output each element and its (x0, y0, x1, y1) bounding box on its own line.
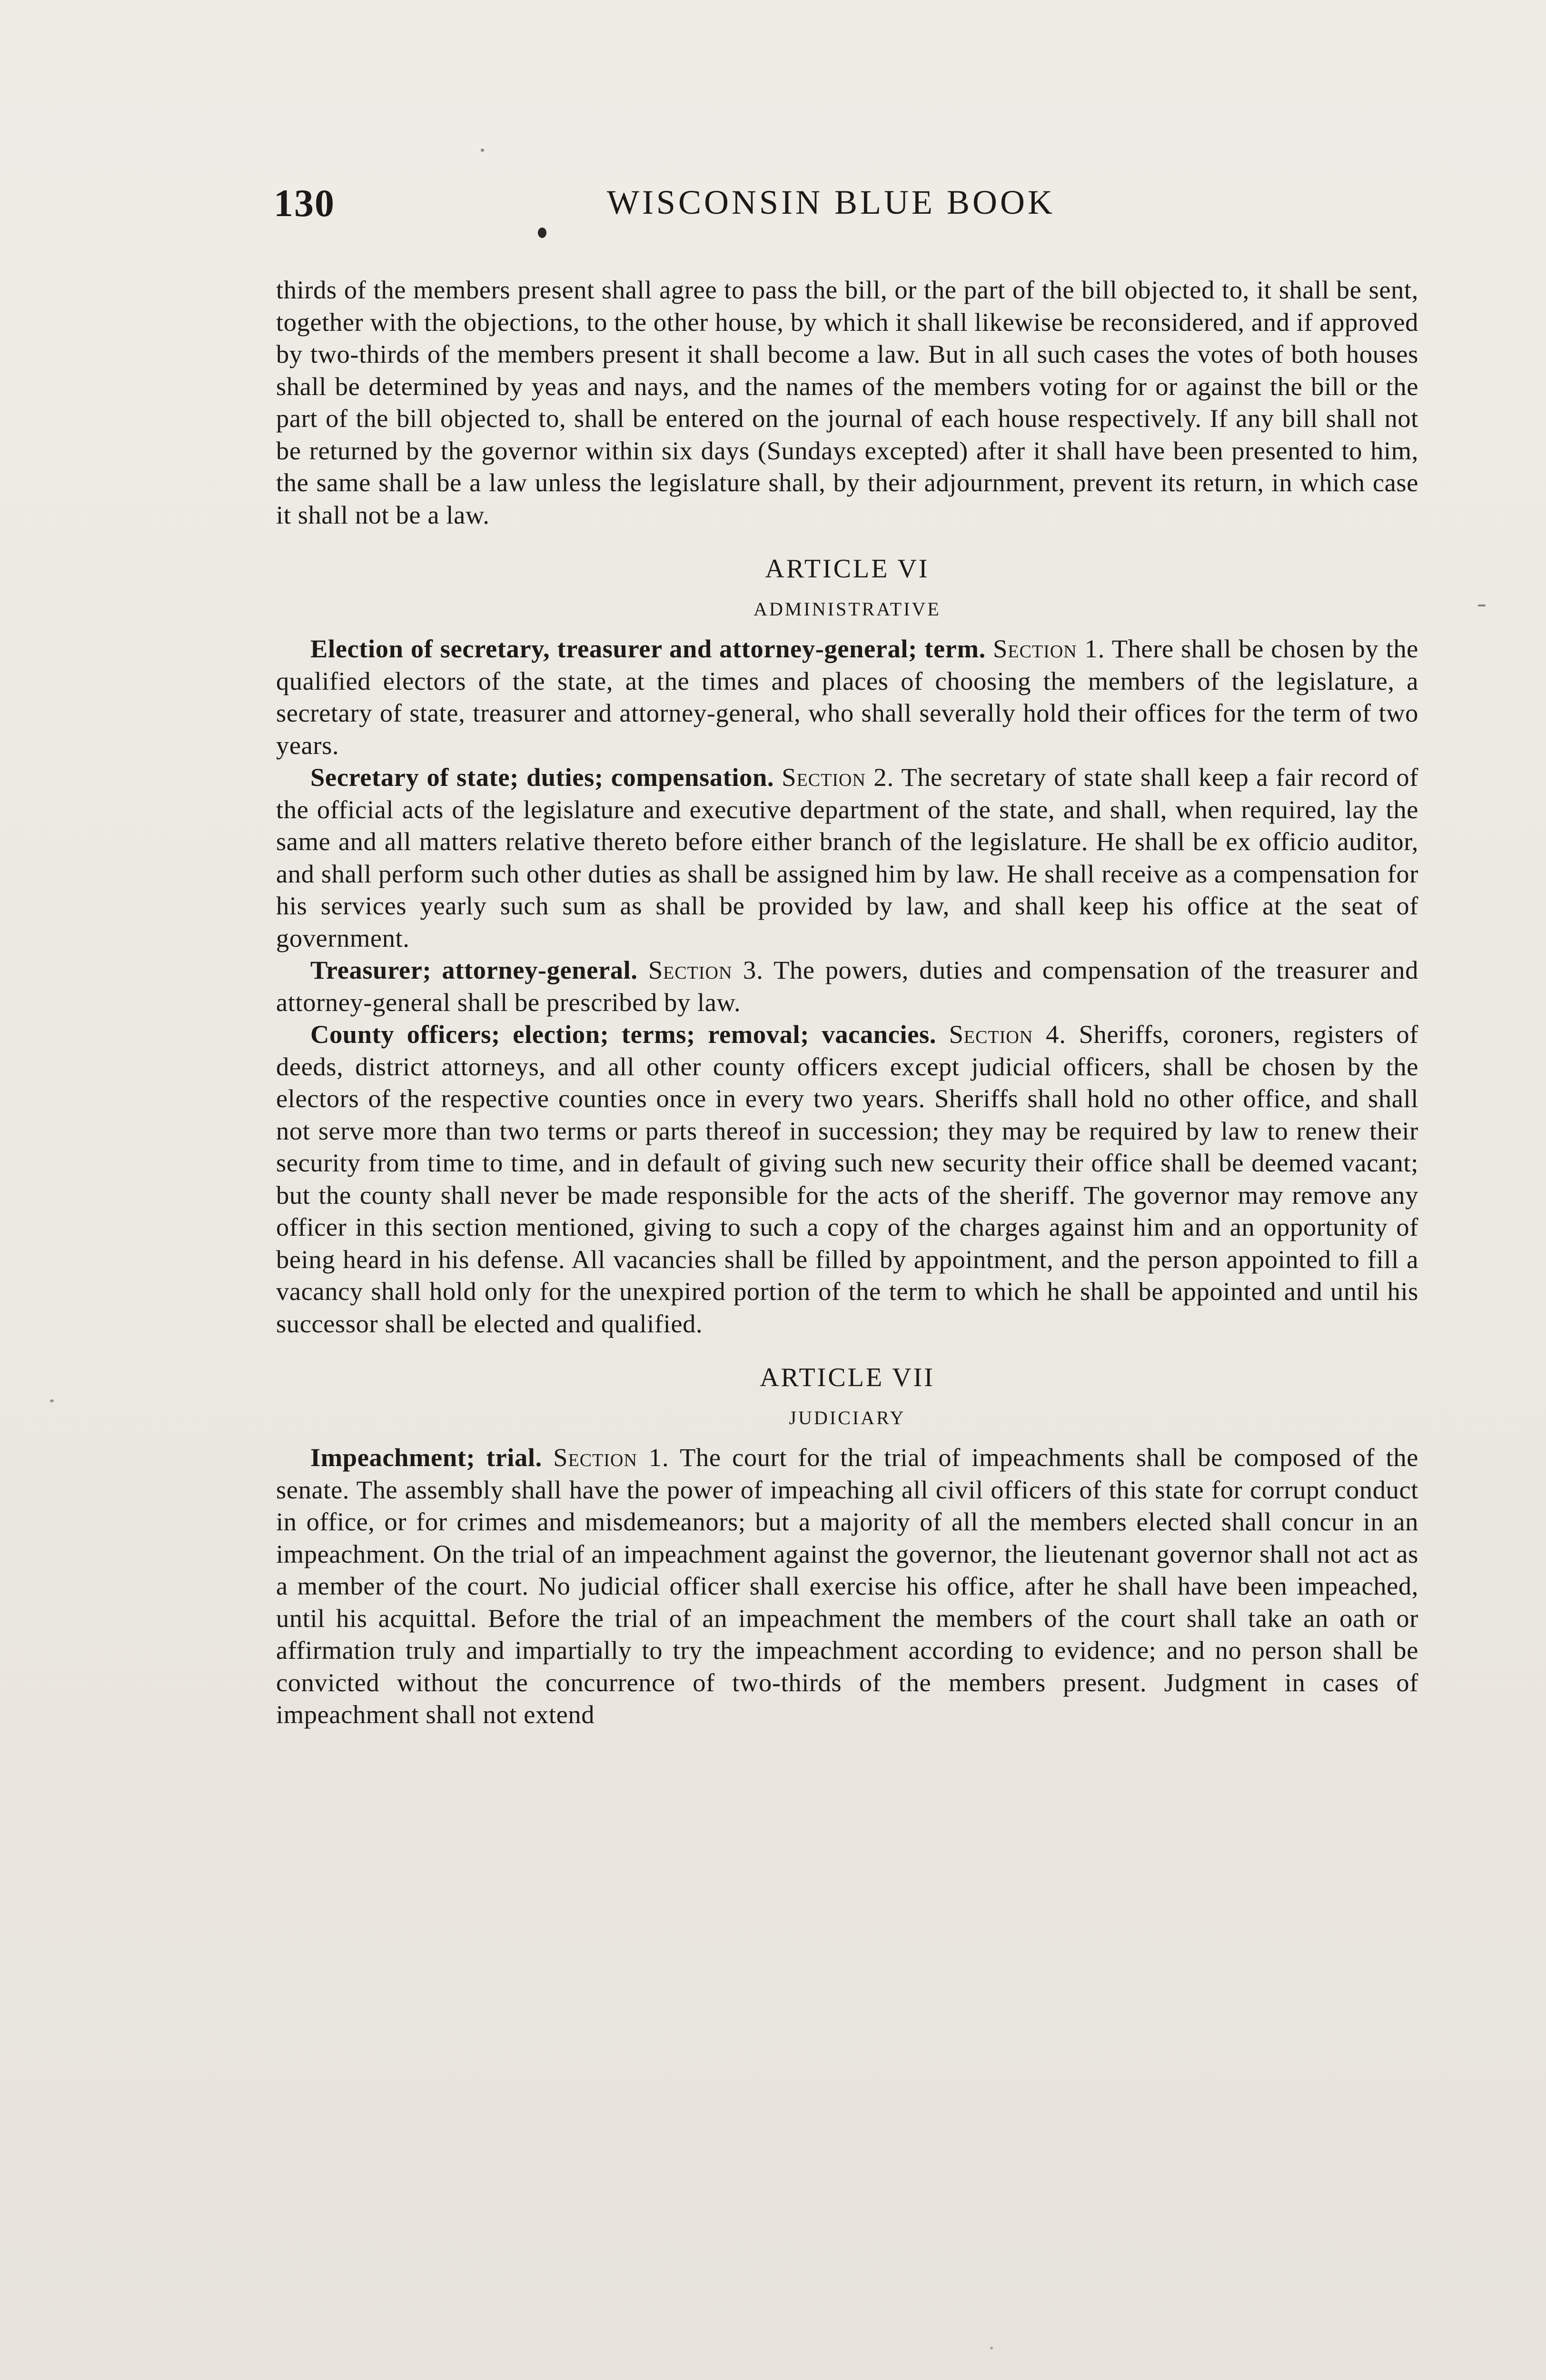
section-text: The powers, duties and compensation of the treasurer and attorney-general shall be prescribed by law. (276, 955, 1418, 1017)
section-caption: Impeachment; trial. (310, 1443, 542, 1472)
article-6-section-3 (276, 954, 1418, 1018)
article-6-subtitle: ADMINISTRATIVE (753, 598, 941, 620)
section-caption: Treasurer; attorney-general. (310, 955, 638, 984)
section-text: There shall be chosen by the qualified electors of the state, at the times and places of choosing the members of the legislature, a secretary of state, treasurer and attorney-general, who shall severally hold their offices for the term of two years. (276, 634, 1418, 760)
body-text (276, 274, 1418, 2380)
ink-speck (481, 149, 484, 152)
section-text: The secretary of state shall keep a fair record of the official acts of the legislature and executive department of the state, and shall, when required, lay the same and all matters relative thereto before either branch of the legislature. He shall be ex officio auditor, and shall perform such other duties as shall be assigned him by law. He shall receive as a compensation for his services yearly such sum as shall be provided by law, and shall keep his office at the seat of government. (276, 763, 1418, 952)
ink-speck (50, 1399, 54, 1402)
article-6-title: ARTICLE VI (765, 554, 930, 584)
running-title: WISCONSIN BLUE BOOK (607, 183, 1055, 221)
page-number: 130 (274, 181, 335, 225)
article-6-section-1 (276, 633, 1418, 761)
section-label: Section 1. (553, 1443, 669, 1472)
section-caption: County officers; election; terms; removal; vacancies. (310, 1020, 937, 1049)
ink-speck (538, 228, 546, 238)
section-caption: Election of secretary, treasurer and attorney-general; term. (310, 634, 986, 663)
section-label: Section 2. (782, 763, 894, 792)
page-header (274, 181, 1416, 233)
article-7-title: ARTICLE VII (760, 1363, 935, 1392)
article-6-section-2 (276, 761, 1418, 954)
section-caption: Secretary of state; duties; compensation. (310, 763, 774, 792)
article-7-section-1 (276, 1441, 1418, 1731)
section-text: Sheriffs, coroners, registers of deeds, district attorneys, and all other county officers except judicial officers, shall be chosen by the electors of the respective counties once in every two years. Sheriffs shall hold no other office, and shall not serve more than two terms or parts thereof in succession; they may be required by law to renew their security from time to time, and in default of giving such new security their office shall be deemed vacant; but the county shall never be made responsible for the acts of the sheriff. The governor may remove any officer in this section mentioned, giving to such a copy of the charges against him and an opportunity of being heard in his defense. All vacancies shall be filled by appointment, and the person appointed to fill a vacancy shall hold only for the unexpired portion of the term to which he shall be appointed and until his successor shall be elected and qualified. (276, 1020, 1418, 1338)
article-6-section-4 (276, 1018, 1418, 1339)
section-label: Section 3. (648, 955, 763, 984)
continued-paragraph: thirds of the members present shall agree to pass the bill, or the part of the bill objected to, it shall be sent, together with the objections, to the other house, by which it shall likewise be reconsidered, and if approved by two-thirds of the members present it shall become a law. But in all such cases the votes of both houses shall be determined by yeas and nays, and the names of the members voting for or against the bill or the part of the bill objected to, shall be entered on the journal of each house respectively. If any bill shall not be returned by the governor within six days (Sundays excepted) after it shall have been presented to him, the same shall be a law unless the legislature shall, by their adjournment, prevent its return, in which case it shall not be a law. (276, 275, 1418, 529)
article-7-subtitle: JUDICIARY (789, 1407, 906, 1428)
ink-speck (1478, 605, 1486, 606)
section-text: The court for the trial of impeachments shall be composed of the senate. The assembly shall have the power of impeaching all civil officers of this state for corrupt conduct in office, or for crimes and misdemeanors; but a majority of all the members elected shall concur in an impeachment. On the trial of an impeachment against the governor, the lieutenant governor shall not act as a member of the court. No judicial officer shall exercise his office, after he shall have been impeached, until his acquittal. Before the trial of an impeachment the members of the court shall take an oath or affirmation truly and impartially to try the impeachment according to evidence; and no person shall be convicted without the concurrence of two-thirds of the members present. Judgment in cases of impeachment shall not extend (276, 1443, 1418, 1729)
section-label: Section 4. (949, 1020, 1067, 1049)
section-label: Section 1. (993, 634, 1105, 663)
